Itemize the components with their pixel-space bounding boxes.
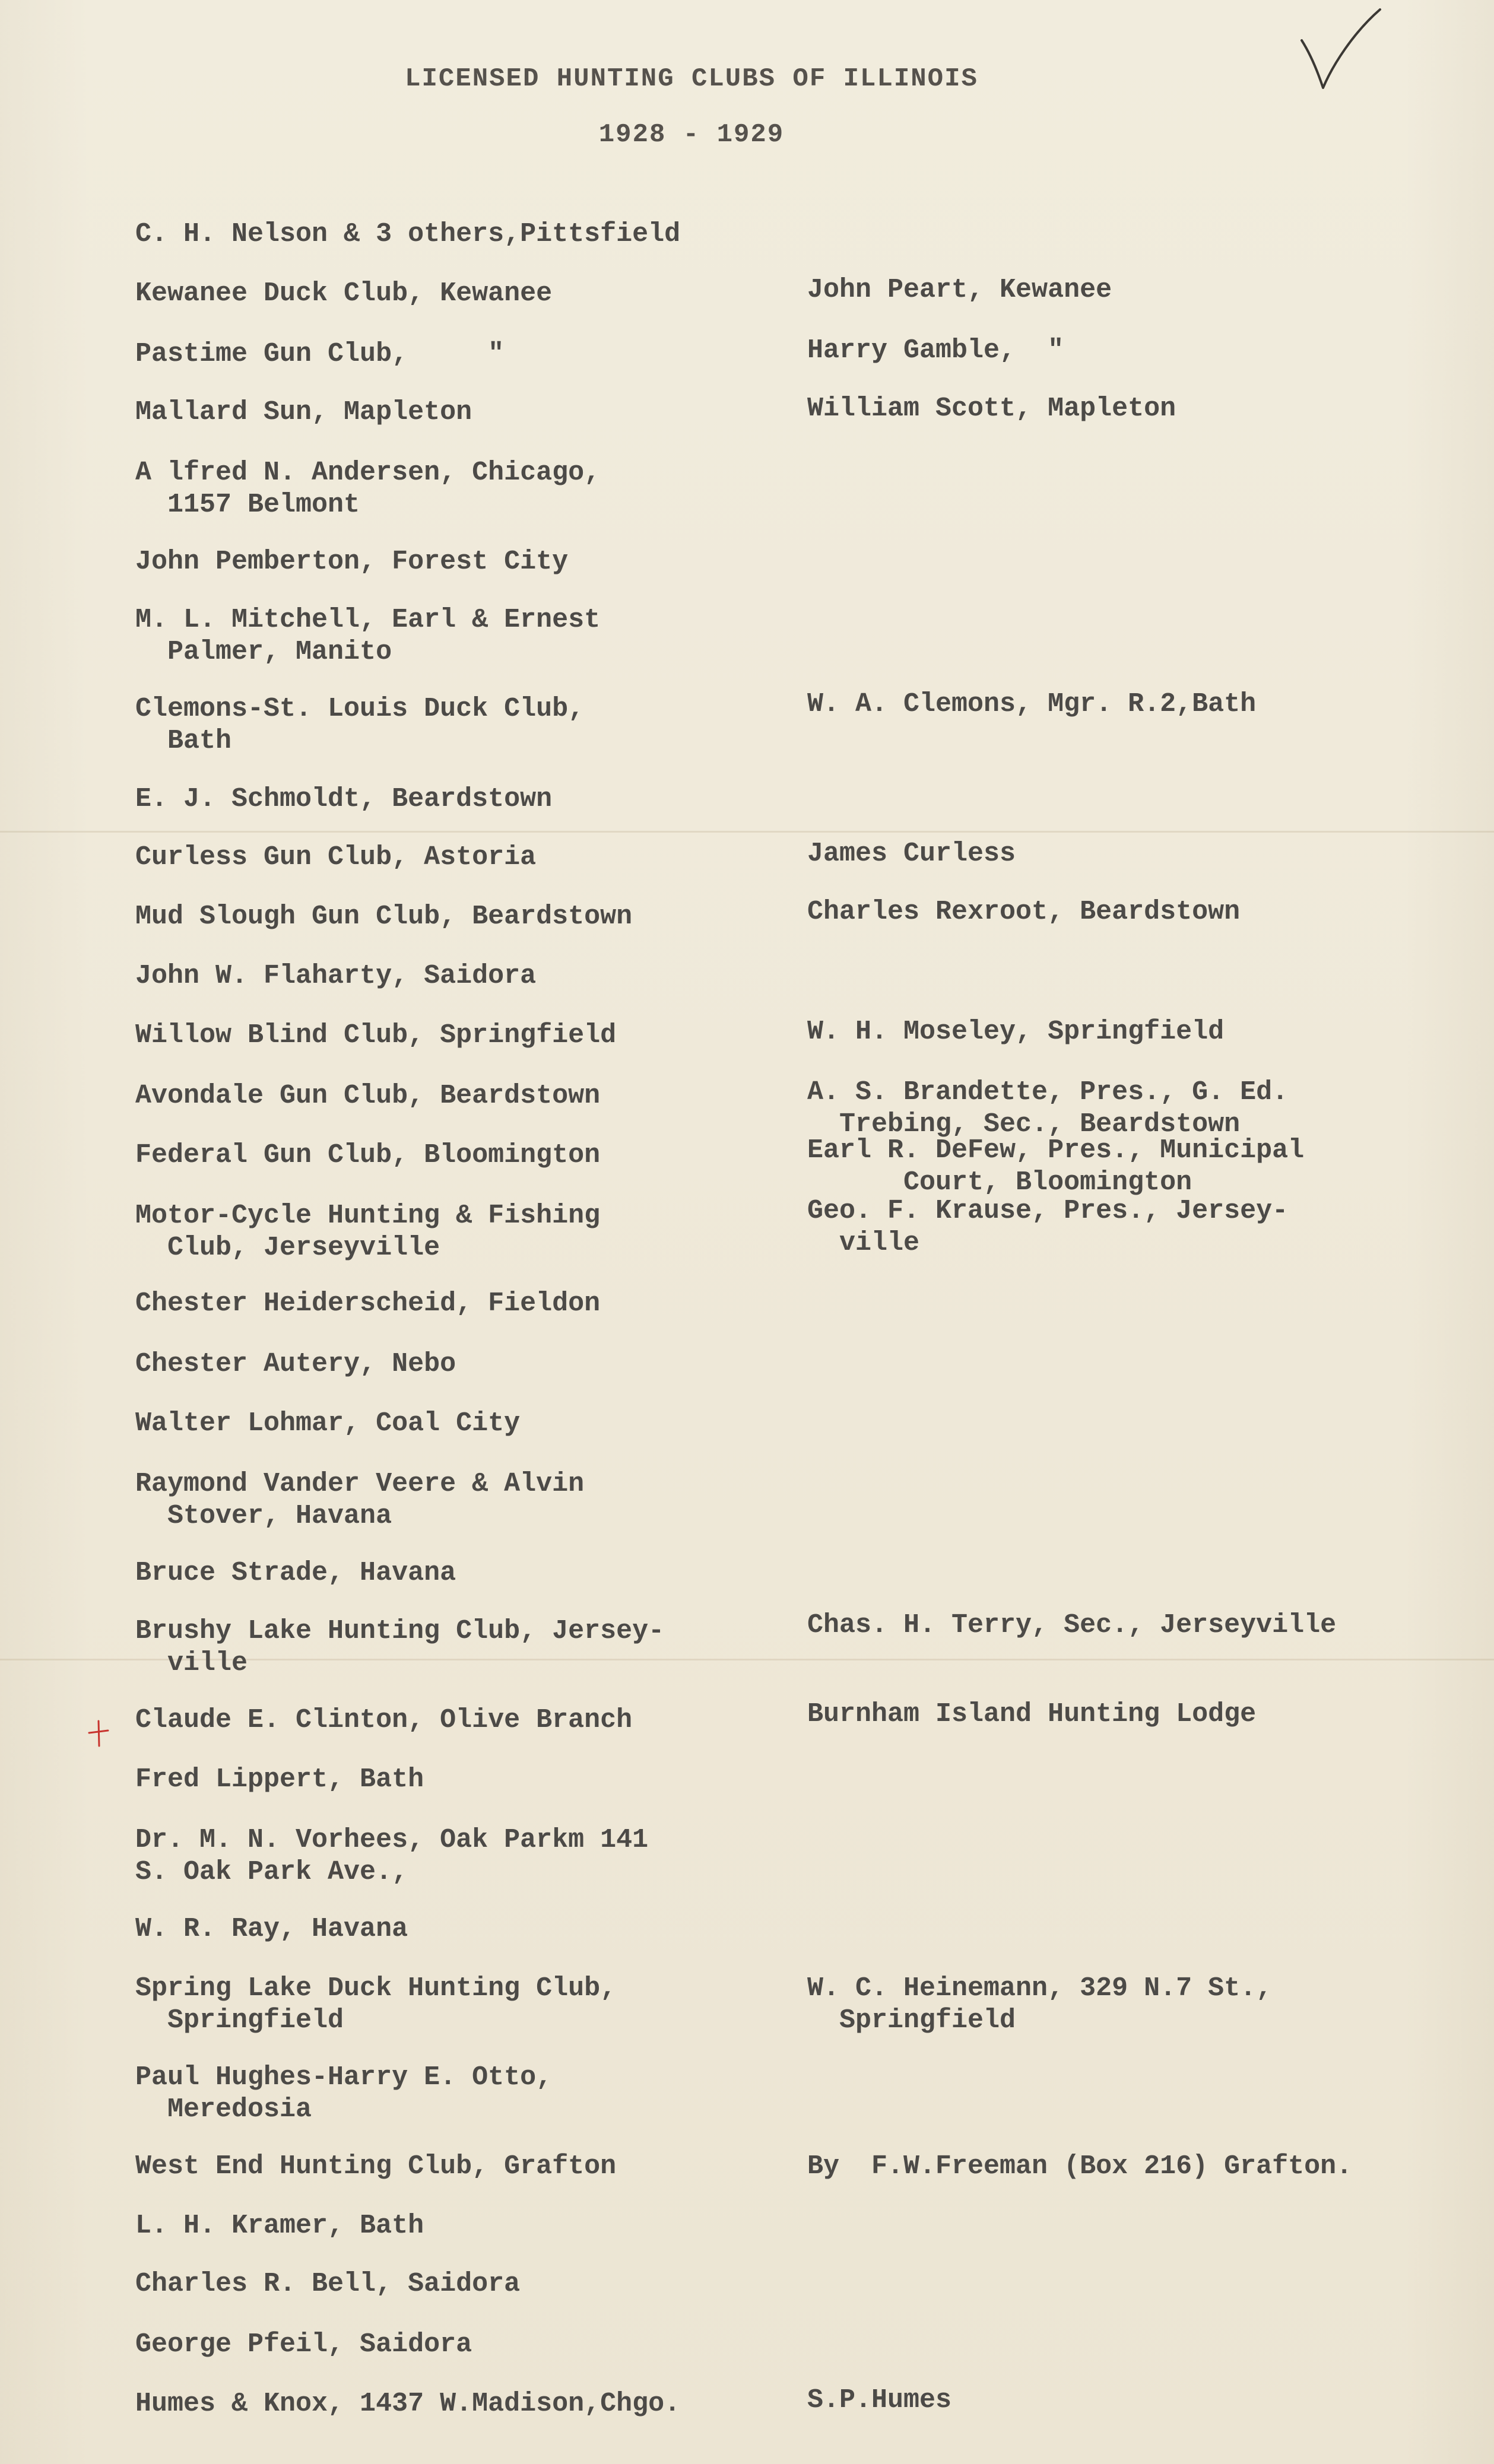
club-name: A lfred N. Andersen, Chicago, 1157 Belmont: [135, 458, 601, 520]
club-contact: By F.W.Freeman (Box 216) Grafton.: [807, 2151, 1353, 2182]
club-name: Raymond Vander Veere & Alvin Stover, Havana: [135, 1469, 585, 1531]
club-name: Spring Lake Duck Hunting Club, Springfield: [135, 1973, 617, 2036]
club-name: Chester Autery, Nebo: [135, 1349, 456, 1379]
club-name: Claude E. Clinton, Olive Branch: [135, 1705, 633, 1735]
club-name: Bruce Strade, Havana: [135, 1558, 456, 1588]
club-name: C. H. Nelson & 3 others,Pittsfield: [135, 219, 681, 249]
club-contact: Burnham Island Hunting Lodge: [807, 1699, 1257, 1729]
club-name: John W. Flaharty, Saidora: [135, 961, 537, 991]
club-name: Mud Slough Gun Club, Beardstown: [135, 901, 633, 932]
club-name: Willow Blind Club, Springfield: [135, 1020, 617, 1050]
club-name: L. H. Kramer, Bath: [135, 2211, 424, 2241]
club-name: Brushy Lake Hunting Club, Jersey- ville: [135, 1616, 665, 1678]
club-name: West End Hunting Club, Grafton: [135, 2151, 617, 2182]
club-name: Dr. M. N. Vorhees, Oak Parkm 141 S. Oak Park Ave.,: [135, 1825, 649, 1887]
club-name: Fred Lippert, Bath: [135, 1764, 424, 1795]
club-name: Kewanee Duck Club, Kewanee: [135, 278, 553, 309]
club-contact: W. H. Moseley, Springfield: [807, 1017, 1225, 1047]
club-name: Paul Hughes-Harry E. Otto, Meredosia: [135, 2062, 553, 2125]
club-contact: William Scott, Mapleton: [807, 393, 1176, 424]
club-name: Humes & Knox, 1437 W.Madison,Chgo.: [135, 2389, 681, 2419]
club-name: Motor-Cycle Hunting & Fishing Club, Jerseyville: [135, 1201, 601, 1263]
club-contact: Geo. F. Krause, Pres., Jersey- ville: [807, 1196, 1289, 1258]
club-name: Charles R. Bell, Saidora: [135, 2269, 521, 2299]
club-name: E. J. Schmoldt, Beardstown: [135, 784, 553, 814]
club-name: Chester Heiderscheid, Fieldon: [135, 1288, 601, 1319]
club-name: John Pemberton, Forest City: [135, 547, 569, 577]
document-title: LICENSED HUNTING CLUBS OF ILLINOIS: [405, 64, 978, 94]
document-years: 1928 - 1929: [598, 120, 785, 150]
club-name: Curless Gun Club, Astoria: [135, 842, 537, 872]
club-name: M. L. Mitchell, Earl & Ernest Palmer, Manito: [135, 605, 601, 667]
club-name: Federal Gun Club, Bloomington: [135, 1140, 601, 1170]
club-name: George Pfeil, Saidora: [135, 2329, 472, 2360]
club-contact: Chas. H. Terry, Sec., Jerseyville: [807, 1610, 1337, 1640]
club-contact: A. S. Brandette, Pres., G. Ed. Trebing, Sec., Beardstown: [807, 1077, 1289, 1139]
club-contact: John Peart, Kewanee: [807, 275, 1112, 305]
club-contact: Earl R. DeFew, Pres., Municipal Court, Bloomington: [807, 1135, 1305, 1198]
club-name: W. R. Ray, Havana: [135, 1914, 408, 1944]
club-name: Mallard Sun, Mapleton: [135, 397, 472, 427]
club-contact: W. C. Heinemann, 329 N.7 St., Springfield: [807, 1973, 1273, 2036]
club-contact: Charles Rexroot, Beardstown: [807, 897, 1241, 927]
club-name: Clemons-St. Louis Duck Club, Bath: [135, 694, 585, 756]
club-name: Walter Lohmar, Coal City: [135, 1408, 521, 1439]
club-contact: Harry Gamble, ": [807, 335, 1064, 366]
club-contact: W. A. Clemons, Mgr. R.2,Bath: [807, 689, 1257, 719]
club-name: Pastime Gun Club, ": [135, 339, 505, 369]
club-name: Avondale Gun Club, Beardstown: [135, 1081, 601, 1111]
club-contact: James Curless: [807, 839, 1016, 869]
club-contact: S.P.Humes: [807, 2385, 952, 2415]
